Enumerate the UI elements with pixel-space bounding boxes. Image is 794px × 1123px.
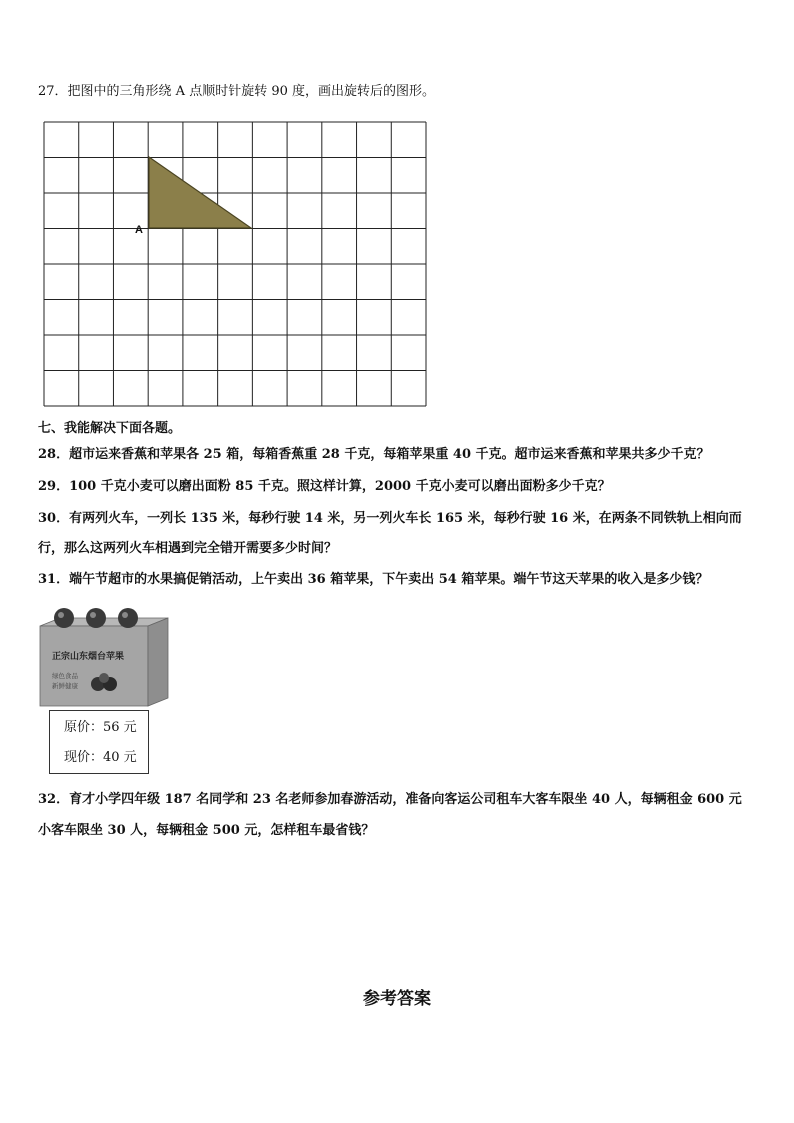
question-32-line-2: 小客车限坐 30 人，每辆租金 500 元，怎样租车最省钱？ — [38, 823, 375, 838]
question-27: 27．把图中的三角形绕 A 点顺时针旋转 90 度，画出旋转后的图形。 — [38, 84, 436, 99]
rotation-grid — [43, 121, 427, 407]
apple-box-image — [38, 606, 170, 708]
apple-icon — [86, 608, 106, 628]
apple-icon — [118, 608, 138, 628]
price-box — [49, 710, 149, 774]
section-7-heading: 七、我能解决下面各题。 — [38, 421, 182, 436]
apple-box-sub2: 新鲜健康 — [52, 682, 78, 690]
question-30-line-2: 行，那么这两列火车相遇到完全错开需要多少时间？ — [38, 541, 338, 556]
point-a-label: A — [135, 224, 143, 236]
apple-box-sub1: 绿色食品 — [52, 672, 78, 680]
question-32-line-1: 32．育才小学四年级 187 名同学和 23 名老师参加春游活动，准备向客运公司租车大客车限坐 40 人，每辆租金 600 元 — [38, 792, 742, 807]
current-price: 现价：40 元 — [64, 750, 137, 765]
question-28: 28．超市运来香蕉和苹果各 25 箱，每箱香蕉重 28 千克，每箱苹果重 40 千克。超市运来香蕉和苹果共多少千克？ — [38, 447, 710, 462]
question-31: 31．端午节超市的水果搞促销活动，上午卖出 36 箱苹果，下午卖出 54 箱苹果。端午节这天苹果的收入是多少钱？ — [38, 572, 709, 587]
answer-title: 参考答案 — [363, 989, 431, 1009]
apple-box-label: 正宗山东烟台苹果 — [52, 652, 125, 662]
apple-icon — [54, 608, 74, 628]
question-29: 29．100 千克小麦可以磨出面粉 85 千克。照这样计算，2000 千克小麦可以磨出面粉多少千克？ — [38, 479, 611, 494]
grid-lines — [44, 122, 426, 406]
question-30-line-1: 30．有两列火车，一列长 135 米，每秒行驶 14 米，另一列火车长 165 米，每秒行驶 16 米，在两条不同铁轨上相向而 — [38, 511, 742, 526]
original-price: 原价：56 元 — [64, 720, 137, 735]
